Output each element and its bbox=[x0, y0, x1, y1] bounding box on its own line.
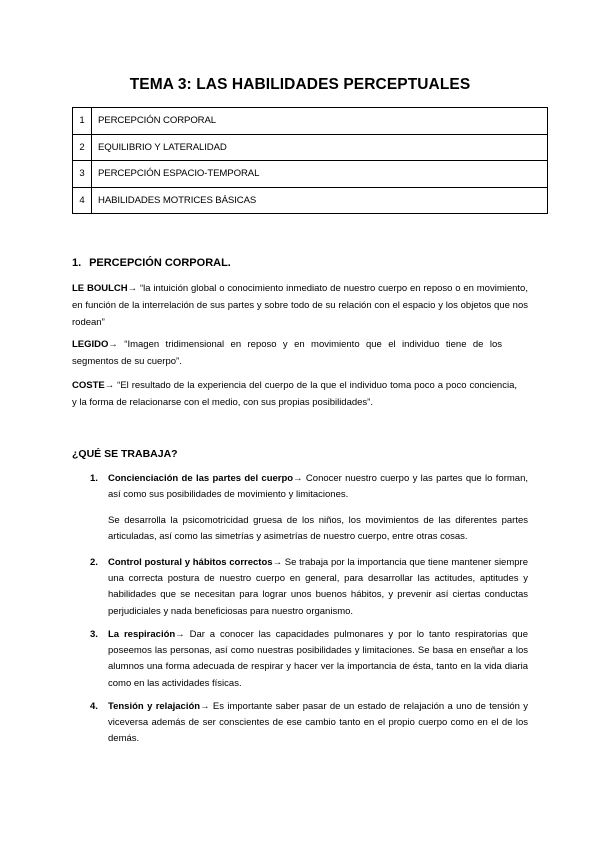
definition-le-boulch bbox=[72, 280, 528, 332]
toc-row bbox=[73, 187, 548, 214]
list-item-title: Concienciación de las partes del cuerpo bbox=[108, 473, 294, 484]
list-item-number: 3. bbox=[90, 629, 98, 640]
toc-number: 3 bbox=[73, 161, 92, 188]
list-item-text: Es importante saber pasar de un estado de relajación a uno de tensión y viceversa además de ser conscientes de ese cambio tanto en el propio cuerpo como en el de los demás. bbox=[108, 701, 528, 745]
list-item-text: Dar a conocer las capacidades pulmonares y por lo tanto respiratorias que poseemos las personas, así como nuestras posibilidades y limitaciones. Se basa en enseñar a los alumnos una forma adecuada de respirar y hacer ver la importancia de ésta, tanto en la vida diaria como en las actividades físicas. bbox=[108, 629, 528, 689]
definition-text: “Imagen tridimensional en reposo y en movimiento que el individuo tiene de los segmentos de su cuerpo”. bbox=[72, 339, 502, 368]
list-item-title: Control postural y hábitos correctos bbox=[108, 557, 273, 568]
toc-label: PERCEPCIÓN ESPACIO-TEMPORAL bbox=[92, 161, 548, 188]
section-1-title: PERCEPCIÓN CORPORAL. bbox=[89, 257, 231, 269]
toc-number: 1 bbox=[73, 108, 92, 135]
toc-label: PERCEPCIÓN CORPORAL bbox=[92, 108, 548, 135]
list-item-title: Tensión y relajación bbox=[108, 701, 201, 712]
list-item-title: La respiración bbox=[108, 629, 176, 640]
toc-number: 4 bbox=[73, 187, 92, 214]
page-title: TEMA 3: LAS HABILIDADES PERCEPTUALES bbox=[129, 76, 471, 93]
arrow-symbol: → bbox=[293, 473, 303, 484]
arrow-symbol: → bbox=[200, 701, 210, 712]
toc-label: EQUILIBRIO Y LATERALIDAD bbox=[92, 134, 548, 161]
table-of-contents bbox=[72, 107, 548, 214]
toc-row bbox=[73, 134, 548, 161]
definition-text: “la intuición global o conocimiento inmediato de nuestro cuerpo en reposo o en movimiento, en función de la interrelación de sus partes y sobre todo de su relación con el espacio y los objetos que nos rodean” bbox=[72, 283, 528, 329]
definition-text: “El resultado de la experiencia del cuerpo de la que el individuo toma poco a poco conciencia, y la forma de relacionarse con el medio, con sus propias posibilidades”. bbox=[72, 380, 517, 409]
section-1-heading bbox=[72, 257, 231, 269]
list-item bbox=[90, 471, 528, 503]
definition-coste bbox=[72, 377, 517, 411]
toc-row bbox=[73, 161, 548, 188]
toc-label: HABILIDADES MOTRICES BÁSICAS bbox=[92, 187, 548, 214]
list-item bbox=[90, 699, 528, 748]
list-item-text: Se trabaja por la importancia que tiene mantener siempre una correcta postura de nuestro cuerpo en general, para desarrollar las actitudes, aptitudes y habilidades que se necesitan para lograr unos buenos hábitos, y prevenir así ciertas conductas perjudiciales y nada beneficiosas para nuestro organismo. bbox=[108, 557, 528, 617]
list-item bbox=[90, 555, 528, 620]
arrow-symbol: → bbox=[127, 283, 138, 294]
definition-author: LEGIDO bbox=[72, 339, 109, 350]
arrow-symbol: → bbox=[272, 557, 283, 568]
toc-number: 2 bbox=[73, 134, 92, 161]
definition-legido bbox=[72, 336, 502, 370]
definition-author: COSTE bbox=[72, 380, 105, 391]
list-item-number: 1. bbox=[90, 473, 98, 484]
list-item-text: Conocer nuestro cuerpo y las partes que lo forman, así como sus posibilidades de movimiento y limitaciones. bbox=[108, 473, 528, 501]
arrow-symbol: → bbox=[108, 339, 118, 350]
definition-author: LE BOULCH bbox=[72, 283, 128, 294]
section-2-heading: ¿QUÉ SE TRABAJA? bbox=[72, 448, 178, 460]
section-1-number: 1. bbox=[72, 257, 82, 269]
list-item-number: 2. bbox=[90, 557, 98, 568]
list-item-extra-paragraph: Se desarrolla la psicomotricidad gruesa de los niños, los movimientos de las diferentes partes articuladas, así como las simetrías y asimetrías de nuestro cuerpo, entre otras cosas. bbox=[108, 515, 528, 543]
list-item bbox=[90, 627, 528, 692]
arrow-symbol: → bbox=[175, 629, 185, 640]
arrow-symbol: → bbox=[104, 380, 115, 391]
toc-row bbox=[73, 108, 548, 135]
list-item-number: 4. bbox=[90, 701, 98, 712]
